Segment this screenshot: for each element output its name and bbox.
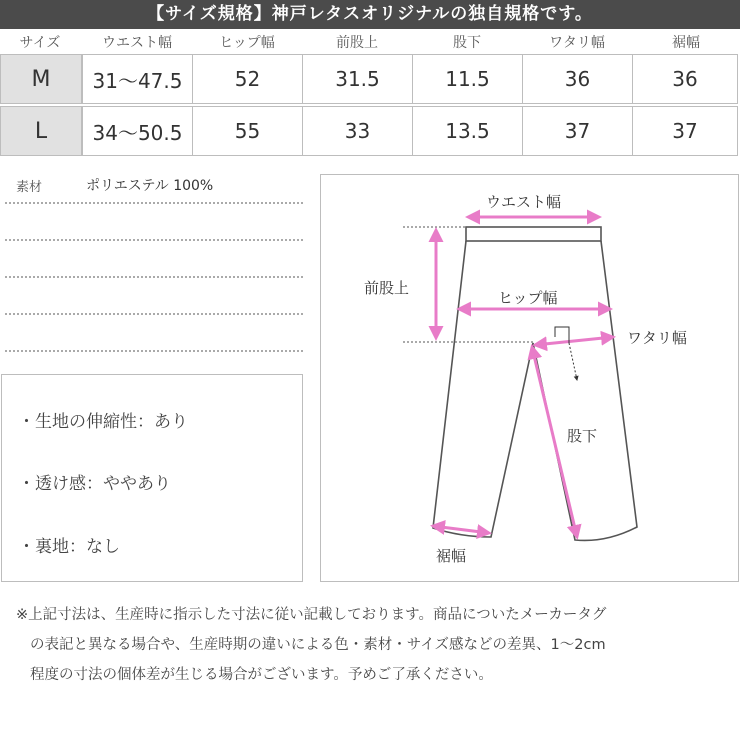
column-header-front-rise: 前股上: [336, 35, 378, 51]
size-label: M: [0, 54, 82, 104]
disclaimer-note: [16, 600, 732, 690]
inseam-value: 13.5: [412, 106, 523, 156]
size-table-header: [0, 29, 740, 54]
sheerness-property: ・透け感：ややあり: [18, 474, 171, 494]
thigh-leader-line: [555, 327, 577, 380]
guide-lines: [403, 227, 533, 342]
pants-outline: [433, 227, 637, 540]
waist-value: 34〜50.5: [82, 106, 193, 156]
column-header-thigh: ワタリ幅: [549, 35, 605, 51]
lining-property: ・裏地：なし: [18, 537, 120, 557]
note-line: ※上記寸法は、生産時に指示した寸法に従い記載しております。商品についたメーカータグ: [16, 607, 607, 623]
fabric-properties-box: [1, 374, 303, 582]
column-header-hip: ヒップ幅: [219, 35, 275, 51]
hip-value: 52: [192, 54, 303, 104]
column-header-inseam: 股下: [453, 35, 481, 51]
dotted-divider: [5, 202, 303, 204]
dotted-divider: [5, 276, 303, 278]
dotted-divider: [5, 239, 303, 241]
note-line: の表記と異なる場合や、生産時期の違いによる色・素材・サイズ感などの差異、1〜2cm: [30, 637, 606, 653]
front-rise-label: 前股上: [364, 279, 410, 297]
thigh-width-label: ワタリ幅: [627, 329, 687, 347]
waist-value: 31〜47.5: [82, 54, 193, 104]
dotted-divider: [5, 313, 303, 315]
hem-value: 37: [632, 106, 738, 156]
inseam-label: 股下: [567, 427, 598, 445]
size-row-m: [0, 54, 740, 104]
thigh-value: 36: [522, 54, 633, 104]
hem-value: 36: [632, 54, 738, 104]
hem-width-label: 裾幅: [436, 547, 467, 565]
size-row-l: [0, 106, 740, 156]
column-header-hem: 裾幅: [672, 35, 700, 51]
measurement-diagram: [320, 174, 739, 582]
note-line: 程度の寸法の個体差が生じる場合がございます。予めご了承ください。: [30, 667, 493, 683]
dotted-divider: [5, 350, 303, 352]
thigh-value: 37: [522, 106, 633, 156]
hip-value: 55: [192, 106, 303, 156]
material-value: ポリエステル 100%: [86, 178, 214, 194]
front-rise-value: 31.5: [302, 54, 413, 104]
size-spec-header: 【サイズ規格】神戸レタスオリジナルの独自規格です。: [0, 0, 740, 29]
hip-width-label: ヒップ幅: [498, 289, 558, 307]
front-rise-value: 33: [302, 106, 413, 156]
inseam-value: 11.5: [412, 54, 523, 104]
stretch-property: ・生地の伸縮性：あり: [18, 412, 188, 432]
pants-illustration: [321, 175, 738, 581]
measurement-arrows: [433, 217, 613, 537]
column-header-size: サイズ: [19, 35, 61, 51]
material-label: 素材: [16, 180, 43, 195]
waist-width-label: ウエスト幅: [486, 193, 562, 211]
size-label: L: [0, 106, 82, 156]
column-header-waist: ウエスト幅: [102, 35, 172, 51]
